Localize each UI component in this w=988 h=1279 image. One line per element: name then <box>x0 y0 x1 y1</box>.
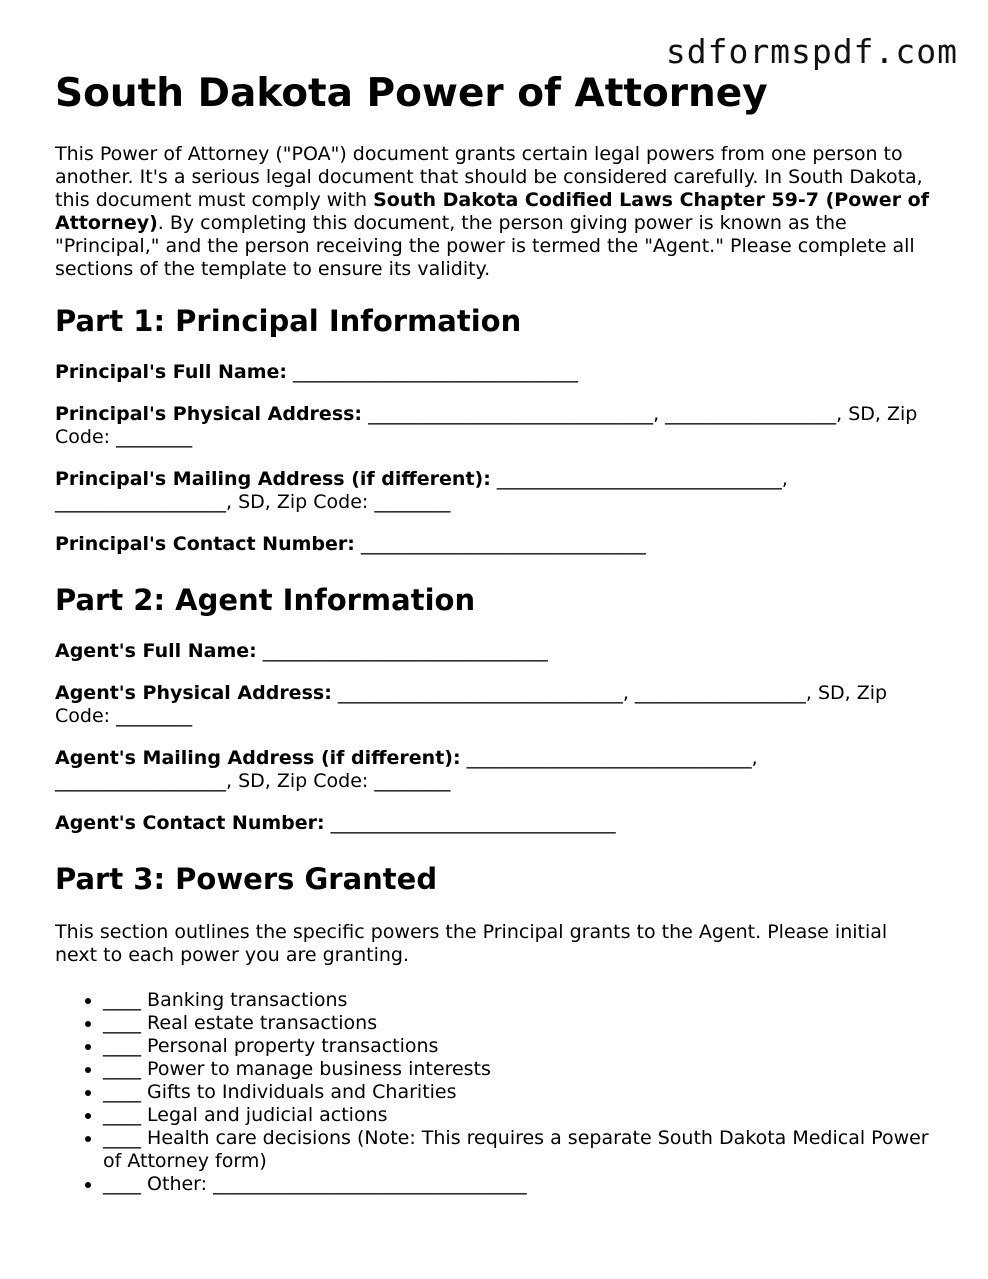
field-label: Agent's Physical Address: <box>55 682 332 704</box>
agent-contact-number-field[interactable] <box>55 812 935 835</box>
field-blank: ______________________________, __________________, SD, Zip Code: ________ <box>55 682 888 727</box>
part2-heading: Part 2: Agent Information <box>55 583 476 617</box>
field-label: Agent's Full Name: <box>55 640 257 662</box>
watermark-text: sdformspdf.com <box>665 32 958 71</box>
principal-contact-number-field[interactable] <box>55 533 935 556</box>
document-page <box>55 70 935 1196</box>
power-item-real-estate[interactable]: • ____ Real estate transactions <box>103 1012 935 1035</box>
principal-mailing-address-field[interactable] <box>55 468 935 514</box>
powers-list <box>55 989 935 1196</box>
agent-physical-address-field[interactable] <box>55 682 935 728</box>
part3-description: This section outlines the specific powers the Principal grants to the Agent. Please initial next to each power you are granting. <box>55 921 888 966</box>
field-label: Principal's Full Name: <box>55 361 287 383</box>
agent-full-name-field[interactable] <box>55 640 935 663</box>
part1-heading: Part 1: Principal Information <box>55 304 522 338</box>
power-item-legal-actions[interactable]: • ____ Legal and judicial actions <box>103 1104 935 1127</box>
power-item-business-interests[interactable]: • ____ Power to manage business interests <box>103 1058 935 1081</box>
field-label: Principal's Physical Address: <box>55 403 363 425</box>
field-label: Principal's Contact Number: <box>55 533 355 555</box>
field-label: Agent's Contact Number: <box>55 812 325 834</box>
field-blank: ______________________________, __________________, SD, Zip Code: ________ <box>55 468 788 513</box>
field-blank: ______________________________ <box>256 640 548 662</box>
page-title: South Dakota Power of Attorney <box>55 71 768 116</box>
power-item-personal-property[interactable]: • ____ Personal property transactions <box>103 1035 935 1058</box>
power-item-banking[interactable]: • ____ Banking transactions <box>103 989 935 1012</box>
principal-full-name-field[interactable] <box>55 361 935 384</box>
intro-paragraph <box>55 143 935 281</box>
intro-text-after: . By completing this document, the person giving power is known as the "Principal," and the person receiving the power is termed the "Agent." Please complete all sections of the template to ensure its validity. <box>55 212 915 280</box>
field-blank: ______________________________ <box>324 812 616 834</box>
field-blank: ______________________________, __________________, SD, Zip Code: ________ <box>55 747 758 792</box>
intro-law-reference: South Dakota Codified Laws Chapter 59-7 (Power of Attorney) <box>55 189 929 234</box>
intro-text-before: This Power of Attorney ("POA") document grants certain legal powers from one person to another. It's a serious legal document that should be considered carefully. In South Dakota, this document must comply with <box>55 143 923 211</box>
field-label: Principal's Mailing Address (if different): <box>55 468 491 490</box>
field-blank: ______________________________, __________________, SD, Zip Code: ________ <box>55 403 918 448</box>
field-blank: ______________________________ <box>354 533 646 555</box>
power-item-gifts[interactable]: • ____ Gifts to Individuals and Charities <box>103 1081 935 1104</box>
principal-physical-address-field[interactable] <box>55 403 935 449</box>
field-blank: ______________________________ <box>287 361 579 383</box>
power-item-other[interactable]: • ____ Other: _________________________________ <box>103 1173 935 1196</box>
power-item-health-care[interactable]: • ____ Health care decisions (Note: This requires a separate South Dakota Medical Power of Attorney form) <box>103 1127 935 1173</box>
part3-heading: Part 3: Powers Granted <box>55 862 438 896</box>
field-label: Agent's Mailing Address (if different): <box>55 747 461 769</box>
agent-mailing-address-field[interactable] <box>55 747 935 793</box>
